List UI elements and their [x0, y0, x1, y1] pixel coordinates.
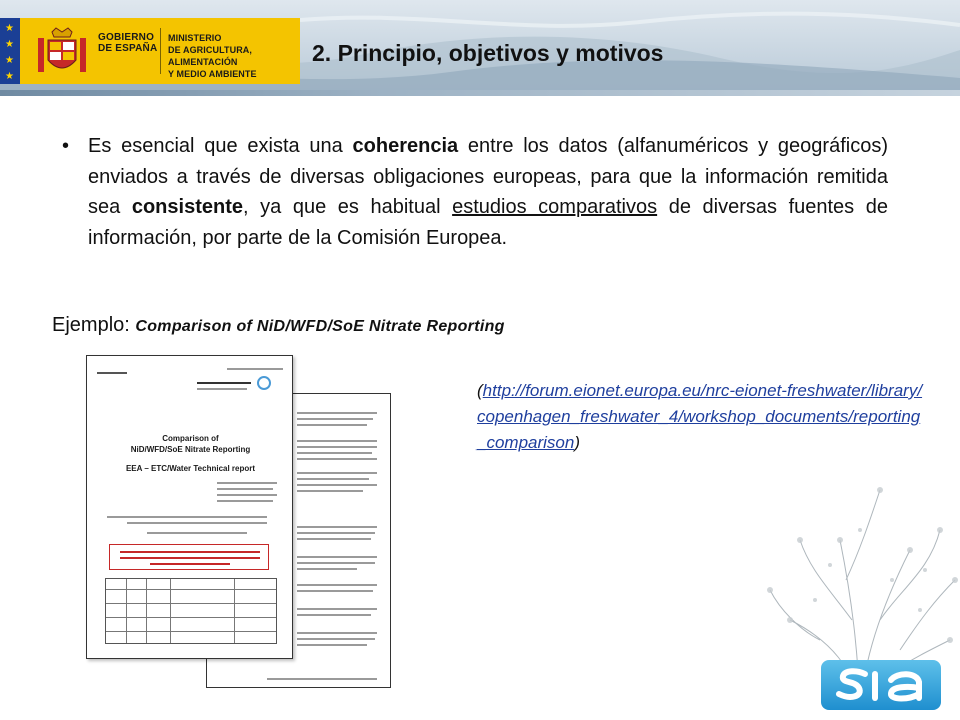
header-bottom-line: [0, 90, 960, 96]
para-bold-coherencia: coherencia: [352, 135, 459, 157]
link-close-paren: ): [574, 433, 580, 452]
example-line: [52, 314, 505, 337]
page-title: 2. Principio, objetivos y motivos: [312, 40, 664, 66]
doc-thumb-notice-box: [109, 544, 269, 570]
doc-thumb-title-2: NiD/WFD/SoE Nitrate Reporting: [130, 445, 251, 454]
bullet-marker: •: [62, 135, 70, 157]
para-text-3: , ya que es habitual: [242, 196, 453, 218]
logo-divider: [160, 28, 161, 74]
reference-link-block: [477, 378, 927, 456]
header-banner: [0, 0, 960, 96]
para-text-2: entre los datos (alfanuméricos y geográficos) enviados a través de diversas obligaciones europeas, para que la información remitida sea: [88, 135, 888, 218]
para-bold-consistente: consistente: [131, 196, 243, 218]
eea-logo-icon: [257, 376, 271, 390]
spain-crest-icon: [34, 26, 90, 78]
para-text-1: Es esencial que exista una: [88, 135, 353, 157]
eu-flag-icon: ★ ★ ★ ★: [0, 18, 20, 84]
para-underline-estudios: estudios comparativos: [452, 196, 658, 218]
document-thumbnail-cover-page: [86, 355, 293, 659]
doc-thumb-title-1: Comparison of: [162, 434, 219, 443]
para-text-4: de diversas fuentes de información, por parte de la Comisión Europea.: [88, 196, 889, 249]
example-title: Comparison of NiD/WFD/SoE Nitrate Reporting: [135, 318, 505, 335]
link-open-paren: (: [477, 381, 483, 400]
example-label: Ejemplo:: [52, 314, 136, 336]
doc-thumb-table: [105, 578, 277, 644]
government-label: GOBIERNO DE ESPAÑA: [98, 32, 158, 54]
reference-link[interactable]: http://forum.eionet.europa.eu/nrc-eionet-freshwater/library/copenhagen_freshwater_4/workshop_documents/reporting_comparison: [477, 381, 923, 452]
ministry-label: MINISTERIO DE AGRICULTURA, ALIMENTACIÓN Y MEDIO AMBIENTE: [168, 33, 257, 79]
main-paragraph: [88, 131, 888, 253]
sia-logo-icon: [821, 660, 941, 710]
doc-thumb-subtitle: EEA – ETC/Water Technical report: [125, 464, 256, 473]
government-logo: [20, 18, 300, 84]
